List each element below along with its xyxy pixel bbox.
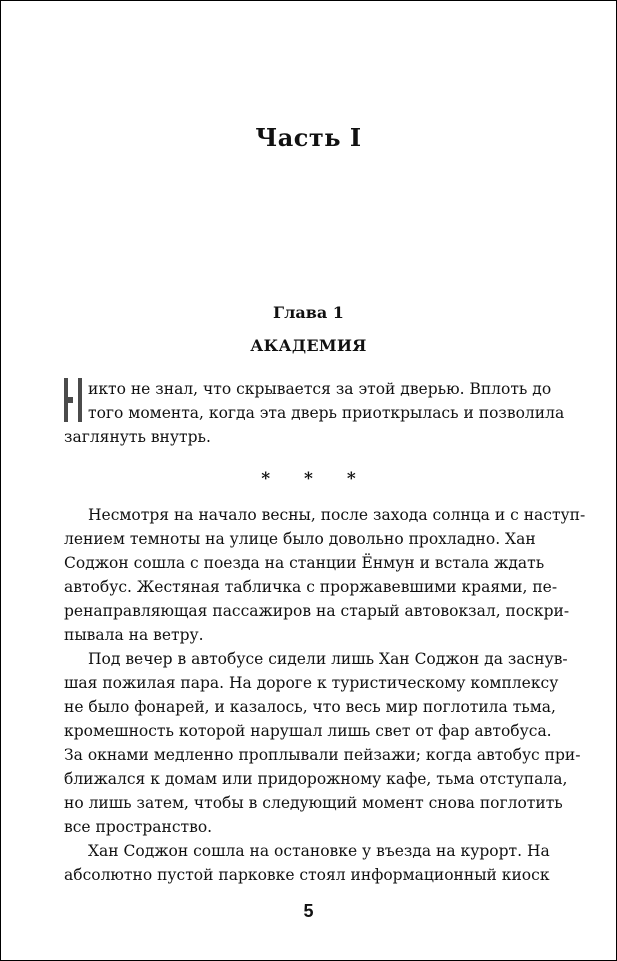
intro-line: заглянуть внутрь. [64,428,211,446]
body-line: не было фонарей, и казалось, что весь мир поглотила тьма, [64,698,556,716]
body-line: ближался к домам или придорожному кафе, тьма отступала, [64,770,568,788]
part-title: Часть I [255,123,362,152]
body-line: но лишь затем, чтобы в следующий момент снова поглотить [64,794,563,812]
drop-cap-letter [64,378,82,422]
body-line: Несмотря на начало весны, после захода солнца и с наступ- [88,506,586,524]
body-line: Соджон сошла с поезда на станции Ёнмун и встала ждать [64,554,545,572]
body-line: пывала на ветру. [64,626,204,644]
body-line: лением темноты на улице было довольно прохладно. Хан [64,530,536,548]
intro-line: икто не знал, что скрывается за этой дверью. Вплоть до [88,380,552,398]
body-line: ренаправляющая пассажиров на старый автовокзал, поскри- [64,602,570,620]
body-line: автобус. Жестяная табличка с проржавевшими краями, пе- [64,578,558,596]
chapter-number: Глава 1 [273,303,344,322]
body-line: Хан Соджон сошла на остановке у въезда на курорт. На [88,842,550,860]
body-line: За окнами медленно проплывали пейзажи; когда автобус при- [64,746,581,764]
body-line: кромешность которой нарушал лишь свет от фар автобуса. [64,722,552,740]
body-line: шая пожилая пара. На дороге к туристическому комплексу [64,674,559,692]
body-line: Под вечер в автобусе сидели лишь Хан Соджон да заснув- [88,650,568,668]
section-separator: * * * [261,469,370,489]
chapter-title: АКАДЕМИЯ [250,336,367,355]
intro-line: того момента, когда эта дверь приоткрылась и позволила [88,404,565,422]
body-line: все пространство. [64,818,213,836]
body-line: абсолютно пустой парковке стоял информационный киоск [64,866,550,884]
page-number: 5 [303,901,314,921]
